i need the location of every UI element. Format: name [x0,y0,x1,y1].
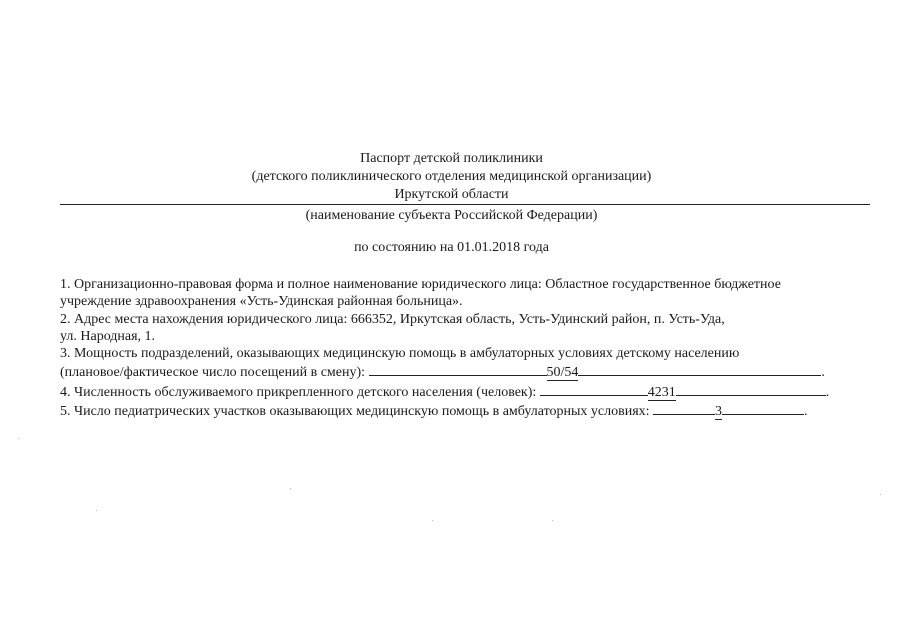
item-4 [60,382,880,401]
blank-line [676,382,826,396]
document-subtitle: (детского поликлинического отделения медицинской организации) [251,169,652,184]
item-4-label: 4. Численность обслуживаемого прикрепленного детского населения (человек): [60,384,540,400]
scan-speck [880,494,881,495]
region-name: Иркутской области [394,187,509,202]
scan-speck [432,520,433,521]
item-1-line-2: учреждение здравоохранения «Усть-Удинская районная больница». [60,294,463,310]
item-3-line-2 [60,362,880,381]
document-title: Паспорт детской поликлиники [360,151,543,166]
region-underline [60,204,870,205]
blank-line [653,401,715,415]
blank-line [722,401,804,415]
item-3-line-1: 3. Мощность подразделений, оказывающих медицинскую помощь в амбулаторных условиях детскому населению [60,346,740,362]
blank-line [540,382,648,396]
item-2-line-2: ул. Народная, 1. [60,328,156,344]
item-3-value: 50/54 [546,365,579,381]
document-title-block [0,150,903,204]
item-5-value: 3 [715,404,723,420]
scan-speck [290,488,291,489]
scan-speck [552,520,553,521]
item-4-terminator: . [825,384,830,400]
item-5-label: 5. Число педиатрических участков оказывающих медицинскую помощь в амбулаторных условиях: [60,404,654,420]
item-5-terminator: . [804,404,808,420]
as-of-date: по состоянию на 01.01.2018 года [354,240,549,255]
blank-line [369,362,547,376]
item-4-value: 4231 [647,384,676,400]
item-1-line-1: 1. Организационно-правовая форма и полное наименование юридического лица: Областное государственное бюджетное [60,277,781,292]
item-2-line-1: 2. Адрес места нахождения юридического лица: 666352, Иркутская область, Усть-Удинский район, п. Усть-Уда, [60,311,725,327]
blank-line [578,362,821,376]
item-3-terminator: . [821,365,825,381]
passport-items [60,276,880,420]
item-3-label: (плановое/фактическое число посещений в смену): [60,365,369,381]
region-caption: (наименование субъекта Российской Федерации) [305,208,598,223]
item-5 [60,401,880,420]
scan-speck [96,510,97,511]
scan-speck [18,438,19,439]
